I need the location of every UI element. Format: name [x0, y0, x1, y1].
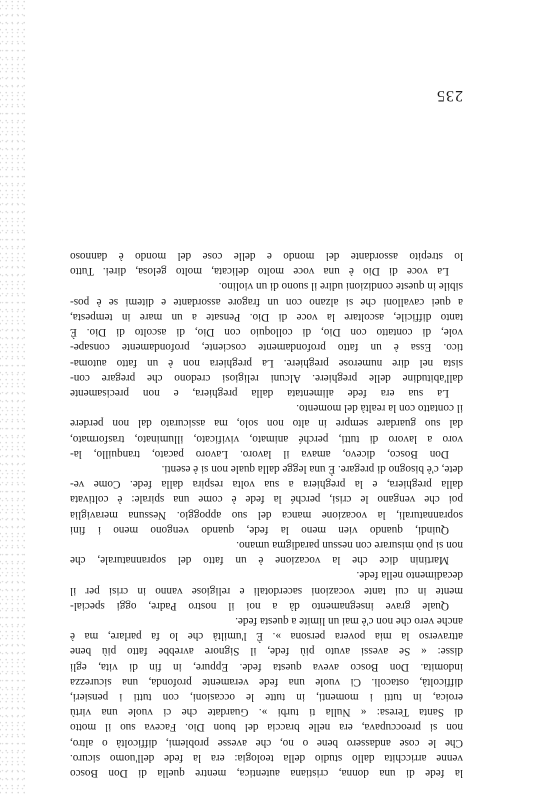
text-line: Don Bosco, dicevo, amava il lavoro. Lavoro pacato, tranquillo, la- — [70, 447, 449, 460]
text-line: decadimento nella fede. — [356, 569, 463, 582]
text-line: disse: « Se avessi avuto più fede, il Signore avrebbe fatto più bene — [70, 645, 463, 658]
text-line: La sua era fede alimentata dalla preghiera, e non precisamente — [70, 386, 449, 399]
text-line: la fede di una donna, cristiana autentica, mentre quella di Don Bosco — [70, 767, 463, 779]
text-line: dal suo guardare sempre in alto non solo, ma assicurato dal non perdere — [70, 417, 463, 430]
text-line: a quei cavalloni che si alzano con un fragore assordante e ditemi se è pos- — [70, 295, 463, 308]
text-line: lo strepito assordante del mondo e delle cose del mondo è dannoso — [70, 250, 463, 263]
text-line: La voce di Dio è una voce molto delicata, molto gelosa, direi. Tutto — [70, 265, 449, 278]
text-line: venne arricchita dallo studio della teologia: era la fede dell'uomo sicuro. — [70, 751, 463, 764]
text-line: di Santa Teresa: « Nulla ti turbi ». Guardate che ci vuole una virtù — [70, 706, 463, 719]
scan-edge-noise — [0, 0, 26, 794]
body-text — [70, 248, 463, 780]
text-line: Quale grave insegnamento dà a noi il nostro Padre, oggi special- — [70, 599, 449, 612]
text-line: tico. Essa è un fatto profondamente cosciente, profondamente consape- — [70, 341, 463, 354]
text-line: voro a lavoro di tutti, perché animato, vivificato, illuminato, trasformato, — [70, 432, 463, 445]
text-line: il contatto con la realtà del momento. — [296, 402, 463, 415]
text-line: non si preoccupava, era nelle braccia del buon Dio. Faceva suo il motto — [70, 721, 463, 734]
text-line: vole, di contatto con Dio, di colloquio con Dio, di ascolto di Dio. È — [70, 326, 463, 339]
text-line: sibile in queste condizioni udire il suono di un violino. — [218, 280, 463, 293]
text-line: Che le cose andassero bene o no, che avesse problemi, difficoltà o altro, — [70, 736, 463, 749]
text-line: dalla preghiera, e la preghiera a sua volta respira dalla fede. Come ve- — [70, 478, 463, 491]
text-line: Martinin dice che la vocazione è un fatto del soprannaturale, che — [70, 554, 449, 567]
text-line: dall'abitudine delle preghiere. Alcuni religiosi credono che pregare con- — [70, 371, 463, 384]
text-line: non si può misurare con nessun paradigma umano. — [236, 538, 463, 551]
text-line: sista nel dire numerose preghiere. La preghiera non è un fatto automa- — [70, 356, 463, 369]
text-line: tanto difficile, ascoltare la voce di Dio. Pensate a un mare in tempesta, — [70, 310, 463, 323]
text-line: anche vero che non c'è mai un limite a questa fede. — [235, 614, 463, 627]
page-number: 235 — [436, 87, 463, 104]
text-line: mente in cui tante vocazioni sacerdotali e religiose vanno in crisi per il — [70, 584, 463, 597]
text-line: dete, c'è bisogno di pregare. È una legge dalla quale non si è esenti. — [161, 462, 463, 475]
text-line: soprannaturali, la vocazione manca del suo appoggio. Nessuna meraviglia — [70, 508, 463, 521]
text-line: difficoltà, ostacoli. Ci vuole una fede veramente profonda, una sicurezza — [70, 675, 463, 688]
text-line: eroica, in tutti i momenti, in tutte le occasioni, con tutti i pensieri, — [70, 690, 463, 703]
text-line: indomita. Don Bosco aveva questa fede. Eppure, in fin di vita, egli — [70, 660, 463, 673]
text-line: poi che vengano le crisi, perché la fede è come una spirale: è coltivata — [70, 493, 463, 506]
text-line: Quindi, quando vien meno la fede, quando vengono meno i fini — [70, 523, 449, 536]
text-line: attraverso la mia povera persona ». È l'umiltà che lo fa parlare, ma è — [70, 630, 463, 643]
